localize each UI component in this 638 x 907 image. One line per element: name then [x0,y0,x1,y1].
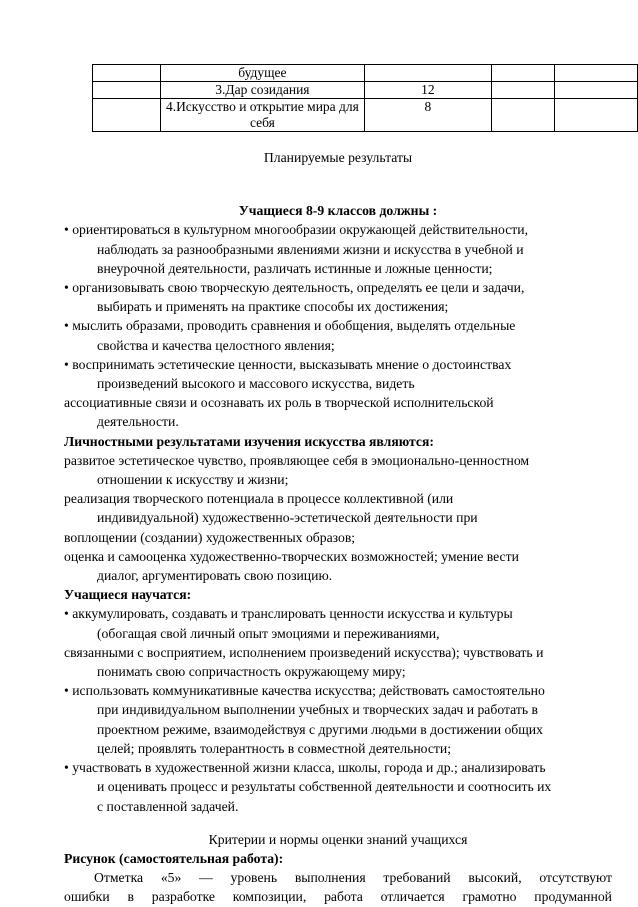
criteria-title: Критерии и нормы оценки знаний учащихся [208,831,468,847]
list-item-cont: наблюдать за разнообразными явлениями жизни и искусства в учебной и [97,241,524,257]
list-item-cont: понимать свою сопричастность окружающему миру; [97,664,406,680]
table-cell [491,82,555,99]
list-item-cont: проектном режиме, взаимодействуя с другими людьми в достижении общих [97,721,543,737]
students-heading: Учащиеся 8-9 классов должны : [238,203,438,219]
list-item: • воспринимать эстетические ценности, высказывать мнение о достоинствах [64,356,512,372]
list-item-cont: (обогащая свой личный опыт эмоциями и переживаниями, [97,625,440,641]
paragraph-line: воплощении (создании) художественных образов; [64,529,356,545]
list-item-text: реализация творческого потенциала в процессе коллективной (или [64,491,454,507]
list-item-cont: произведений высокого и массового искусства, видеть [97,376,415,392]
table-cell [555,65,638,82]
table-cell: 8 [365,99,492,132]
list-item-cont: с поставленной задачей. [97,798,239,814]
table-cell [93,82,161,99]
list-item-cont: диалог, аргументировать свою позицию. [97,568,333,584]
paragraph-line: Отметка «5» — уровень выполнения требований высокий, отсутствуют [94,870,612,886]
list-item-cont: при индивидуальном выполнении учебных и творческих задач и работать в [97,702,538,718]
table-cell [365,65,492,82]
table-cell [93,65,161,82]
list-item [64,547,612,566]
drawing-heading: Рисунок (самостоятельная работа): [64,850,284,866]
list-item: • организовывать свою творческую деятельность, определять ее цели и задачи, [64,280,525,296]
table-cell [491,65,555,82]
list-item-text: развитое эстетическое чувство, проявляющее себя в эмоционально-ценностном [64,452,530,468]
section-title: Планируемые результаты [263,150,413,165]
paragraph-line: ассоциативные связи и осознавать их роль в творческой исполнительской [64,395,494,411]
list-item-cont: внеурочной деятельности, различать истинные и ложные ценности; [97,260,493,276]
document-body [64,148,612,907]
list-item: • мыслить образами, проводить сравнения и обобщения, выделять отдельные [64,318,516,334]
paragraph-line: ошибки в разработке композиции, работа отличается грамотно продуманной [64,889,612,905]
table-cell [93,99,161,132]
list-item-text: оценка и самооценка художественно-творческих возможностей; умение вести [64,548,519,564]
table-cell: 12 [365,82,492,99]
table-row [93,82,638,99]
list-item: • использовать коммуникативные качества искусства; действовать самостоятельно [64,683,545,699]
table-cell [491,99,555,132]
list-item-cont: выбирать и применять на практике способы их достижения; [97,299,449,315]
personal-heading: Личностными результатами изучения искусства являются: [64,433,434,449]
table-row [93,99,638,132]
table-cell [555,82,638,99]
table-cell [555,99,638,132]
paragraph-line: деятельности. [97,414,179,430]
table-cell: 3.Дар созидания [160,82,364,99]
list-item-cont: свойства и качества целостного явления; [97,337,335,353]
list-item-cont: отношении к искусству и жизни; [97,472,289,488]
table-cell: будущее [160,65,364,82]
list-item: • ориентироваться в культурном многообразии окружающей действительности, [64,222,528,238]
list-item [64,489,612,508]
table-row [93,65,638,82]
list-item-cont: и оценивать процесс и результаты собственной деятельности и соотносить их [97,779,552,795]
list-item [64,451,612,470]
table-cell: 4.Искусство и открытие мира для себя [160,99,364,132]
list-item: • участвовать в художественной жизни класса, школы, города и др.; анализировать [64,760,546,776]
learn-heading: Учащиеся научатся: [64,587,192,603]
list-item: • аккумулировать, создавать и транслировать ценности искусства и культуры [64,606,513,622]
list-item-cont: индивидуальной) художественно-эстетической деятельности при [97,510,478,526]
list-item-cont: целей; проявлять толерантность в совместной деятельности; [97,740,452,756]
program-table [92,64,638,132]
paragraph-line: связанными с восприятием, исполнением произведений искусства); чувствовать и [64,644,544,660]
